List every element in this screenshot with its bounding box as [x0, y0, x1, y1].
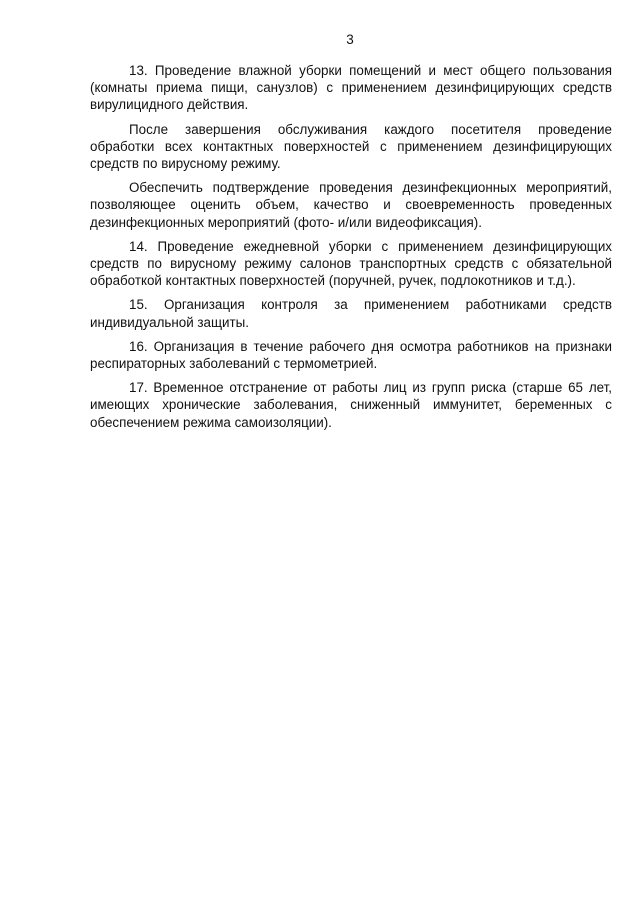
paragraph-contact-surfaces: После завершения обслуживания каждого посетителя проведение обработки всех контактных поверхностей с применением дезинфицирующих средств по вирусному режиму. — [90, 121, 612, 172]
document-body — [90, 62, 612, 438]
paragraph-item-17: 17. Временное отстранение от работы лиц из групп риска (старше 65 лет, имеющих хронические заболевания, сниженный иммунитет, беременных с обеспечением режима самоизоляции). — [90, 380, 612, 430]
paragraph-item-16: 16. Организация в течение рабочего дня осмотра работников на признаки респираторных заболеваний с термометрией. — [90, 338, 612, 372]
paragraph-item-14: 14. Проведение ежедневной уборки с применением дезинфицирующих средств по вирусному режиму салонов транспортных средств с обязательной обработкой контактных поверхностей (поручней, ручек, подлокотников и т.д.). — [90, 238, 612, 289]
paragraph-item-13: 13. Проведение влажной уборки помещений и мест общего пользования (комнаты приема пищи, санузлов) с применением дезинфицирующих средств вирулицидного действия. — [90, 63, 612, 113]
paragraph-disinfection-confirmation: Обеспечить подтверждение проведения дезинфекционных мероприятий, позволяющее оценить объем, качество и своевременность проведенных дезинфекционных мероприятий (фото- и/или видеофиксация). — [90, 180, 612, 230]
paragraph-item-15: 15. Организация контроля за применением работниками средств индивидуальной защиты. — [90, 297, 612, 330]
page-number: 3 — [346, 32, 354, 47]
